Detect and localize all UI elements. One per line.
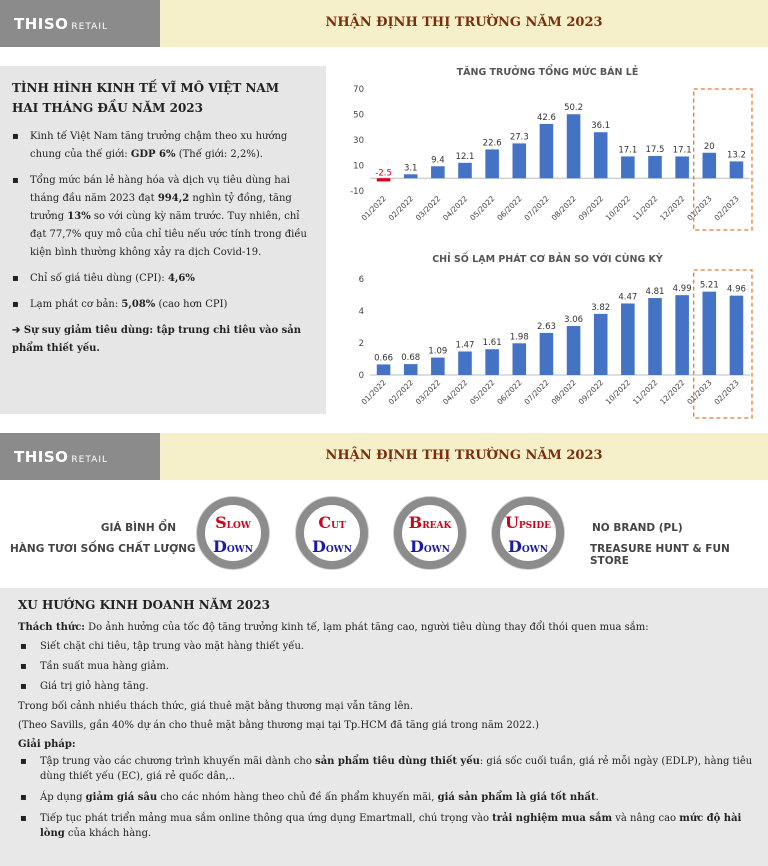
- bar: [485, 149, 499, 178]
- bar: [458, 163, 472, 178]
- data-label: 12.1: [455, 151, 475, 162]
- logo-2: THISO RETAIL: [14, 448, 108, 466]
- panel-title: TÌNH HÌNH KINH TẾ VĨ MÔ VIỆT NAM HAI THÁNG ĐẦU NĂM 2023: [12, 81, 279, 115]
- data-label: 27.3: [509, 132, 529, 143]
- list-item: ▪ Giá trị giỏ hàng tăng.: [18, 677, 758, 696]
- data-label: 17.5: [645, 144, 665, 155]
- bullet-cpi: ▪ Chỉ số giá tiêu dùng (CPI): 4,6%: [12, 270, 314, 288]
- rent-text: Trong bối cảnh nhiều thách thức, giá thuê mặt bằng thương mại vẫn tăng lên.: [18, 701, 414, 712]
- data-label: 1.98: [509, 332, 529, 343]
- solution-label: Giải pháp:: [18, 739, 76, 750]
- x-tick-label: 01/2022: [359, 378, 388, 407]
- data-label: 1.47: [455, 340, 475, 351]
- x-tick-label: 08/2022: [549, 194, 578, 223]
- data-label: 0.66: [374, 353, 394, 364]
- data-label: 22.6: [482, 138, 502, 149]
- y-tick-label: 10: [353, 161, 364, 172]
- bullet-retail: ▪ Tổng mức bán lẻ hàng hóa và dịch vụ tiêu dùng hai tháng đầu năm 2023 đạt 994,2 nghìn tỷ đồng, tăng trưởng 13% so với cùng kỳ năm trước. Tuy nhiên, chỉ đạt 77,7% quy mô của chỉ tiêu nếu ước tính trong điều kiện bình thường không xảy ra dịch Covid-19.: [12, 172, 314, 262]
- bar: [458, 351, 472, 375]
- bar: [513, 143, 527, 178]
- bar: [621, 303, 635, 375]
- business-trend-panel: [0, 588, 768, 866]
- economy-bullets: [12, 128, 314, 314]
- x-tick-label: 05/2022: [468, 378, 497, 407]
- bar: [730, 161, 744, 178]
- circle-slow-down: SLOW DOWN: [197, 497, 269, 569]
- data-label: 36.1: [591, 121, 611, 132]
- list-item: ▪ Tần suất mua hàng giảm.: [18, 657, 758, 676]
- strategy-row: [0, 495, 768, 585]
- data-label: 2.63: [536, 321, 556, 332]
- macro-economy-panel: [0, 66, 326, 414]
- y-tick-label: 4: [358, 307, 364, 317]
- stable-price-label: GIÁ BÌNH ỔN: [100, 522, 176, 534]
- bar: [675, 295, 689, 375]
- data-label: 3.06: [564, 315, 584, 326]
- x-tick-label: 09/2022: [576, 194, 606, 223]
- bar: [648, 156, 662, 178]
- no-brand-label: NO BRAND (PL): [592, 522, 683, 534]
- circle-cut-down: CUT DOWN: [296, 497, 368, 569]
- data-label: 4.96: [726, 284, 746, 295]
- bar: [513, 343, 527, 375]
- data-label: 17.1: [672, 145, 692, 156]
- bar: [621, 156, 635, 178]
- bar: [404, 174, 418, 178]
- bar: [540, 124, 554, 178]
- bar: [431, 166, 445, 178]
- bar: [404, 364, 418, 375]
- x-tick-label: 04/2022: [441, 378, 470, 407]
- x-tick-label: 03/2022: [413, 378, 443, 407]
- data-label: 4.81: [645, 287, 665, 298]
- fresh-quality-label: HÀNG TƯƠI SỐNG CHẤT LƯỢNG: [10, 543, 196, 555]
- data-label: 17.1: [618, 145, 638, 156]
- chart2-title: CHỈ SỐ LẠM PHÁT CƠ BẢN SO VỚI CÙNG KỲ: [432, 254, 663, 265]
- data-label: 4.47: [618, 292, 638, 303]
- list-item: ▪ Siết chặt chi tiêu, tập trung vào mặt hàng thiết yếu.: [18, 637, 758, 656]
- data-label: 42.6: [536, 112, 556, 123]
- page-title-2: NHẬN ĐỊNH THỊ TRƯỜNG NĂM 2023: [325, 448, 603, 463]
- y-tick-label: 2: [358, 339, 364, 349]
- trend-title: XU HƯỚNG KINH DOANH NĂM 2023: [18, 598, 270, 612]
- bar: [594, 132, 608, 178]
- header-bottom: [0, 433, 768, 480]
- data-label: 9.4: [431, 155, 445, 166]
- x-tick-label: 06/2022: [495, 378, 524, 407]
- x-tick-label: 01/2022: [359, 194, 388, 223]
- logo: THISO RETAIL: [14, 15, 108, 33]
- circle-upside-down: UPSIDE DOWN: [492, 497, 564, 569]
- logo-box-2: [0, 433, 160, 480]
- data-label: 20: [703, 141, 715, 152]
- circle-break-down: BREAK DOWN: [394, 497, 466, 569]
- challenge-text: Thách thức: Do ảnh hưởng của tốc độ tăng trưởng kinh tế, lạm phát tăng cao, người tiêu dùng thay đổi thói quen mua sắm:: [18, 622, 649, 633]
- x-tick-label: 12/2022: [658, 194, 687, 223]
- x-tick-label: 11/2022: [631, 378, 660, 407]
- page-title: NHẬN ĐỊNH THỊ TRƯỜNG NĂM 2023: [325, 15, 603, 30]
- list-item: ▪ Áp dụng giảm giá sâu cho các nhóm hàng theo chủ đề ấn phẩm khuyến mãi, giá sản phẩm là giá tốt nhất.: [18, 790, 758, 805]
- treasure-hunt-label: TREASURE HUNT & FUN STORE: [590, 543, 730, 567]
- x-tick-label: 08/2022: [549, 378, 578, 407]
- y-tick-label: -10: [350, 187, 364, 197]
- x-tick-label: 11/2022: [631, 194, 660, 223]
- x-tick-label: 02/2023: [712, 194, 741, 223]
- data-label: 4.99: [672, 284, 692, 295]
- bar: [377, 178, 391, 181]
- bar: [540, 333, 554, 375]
- y-tick-label: 70: [353, 85, 364, 95]
- x-tick-label: 12/2022: [658, 378, 687, 407]
- retail-growth-chart: [334, 80, 764, 250]
- y-tick-label: 30: [353, 136, 364, 146]
- bar: [703, 153, 717, 179]
- bar: [703, 292, 717, 375]
- logo-box: [0, 0, 160, 47]
- solution-list: [18, 754, 758, 841]
- conclusion: ➔ Sự suy giảm tiêu dùng: tập trung chi tiêu vào sản phẩm thiết yếu.: [12, 325, 302, 354]
- x-tick-label: 01/2023: [685, 378, 714, 407]
- x-tick-label: 01/2023: [685, 194, 714, 223]
- data-label: 1.61: [482, 338, 502, 349]
- bar: [730, 296, 744, 375]
- x-tick-label: 03/2022: [413, 194, 443, 223]
- x-tick-label: 02/2022: [386, 194, 416, 223]
- x-tick-label: 07/2022: [522, 378, 551, 407]
- chart1-title: TĂNG TRƯỞNG TỔNG MỨC BÁN LẺ: [456, 67, 639, 78]
- list-item: ▪ Tập trung vào các chương trình khuyến mãi dành cho sản phẩm tiêu dùng thiết yếu: giá sốc cuối tuần, giá rẻ mỗi ngày (EDLP), hàng tiêu dùng thiết yếu (EC), giá rẻ quốc dân,..: [18, 754, 758, 784]
- bar: [377, 364, 391, 375]
- x-tick-label: 07/2022: [522, 194, 551, 223]
- core-inflation-chart: [334, 268, 764, 428]
- y-tick-label: 6: [358, 275, 364, 285]
- bar: [648, 298, 662, 375]
- bar: [567, 114, 581, 178]
- bullet-inflation: ▪ Lạm phát cơ bản: 5,08% (cao hơn CPI): [12, 296, 314, 314]
- data-label: 13.2: [726, 150, 746, 161]
- data-label: 0.68: [401, 353, 421, 364]
- list-item: ▪ Tiếp tục phát triển mảng mua sắm online thông qua ứng dụng Emartmall, chú trọng vào trải nghiệm mua sắm và nâng cao mức độ hài lòng của khách hàng.: [18, 811, 758, 841]
- bar: [594, 314, 608, 375]
- data-label: 5.21: [699, 280, 719, 291]
- savills-note: (Theo Savills, gần 40% dự án cho thuê mặt bằng thương mại tại Tp.HCM đã tăng giá trong năm 2022.): [18, 720, 539, 731]
- bullet-gdp: ▪ Kinh tế Việt Nam tăng trưởng chậm theo xu hướng chung của thế giới: GDP 6% (Thế giới: 2,2%).: [12, 128, 314, 164]
- x-tick-label: 04/2022: [441, 194, 470, 223]
- x-tick-label: 10/2022: [603, 194, 633, 223]
- bar: [485, 349, 499, 375]
- data-label: 50.2: [564, 103, 584, 114]
- x-tick-label: 06/2022: [495, 194, 524, 223]
- data-label: 3.1: [403, 163, 418, 174]
- x-tick-label: 02/2022: [386, 378, 416, 407]
- header-top: [0, 0, 768, 47]
- bar: [431, 358, 445, 375]
- data-label: -2.5: [375, 168, 392, 179]
- y-tick-label: 50: [353, 110, 364, 121]
- x-tick-label: 05/2022: [468, 194, 497, 223]
- x-tick-label: 02/2023: [712, 378, 741, 407]
- x-tick-label: 09/2022: [576, 378, 606, 407]
- data-label: 3.82: [591, 302, 611, 313]
- bar: [675, 156, 689, 178]
- x-tick-label: 10/2022: [603, 378, 633, 407]
- bar: [567, 326, 581, 375]
- y-tick-label: 0: [358, 371, 364, 381]
- data-label: 1.09: [428, 346, 448, 357]
- challenge-list: [18, 637, 758, 696]
